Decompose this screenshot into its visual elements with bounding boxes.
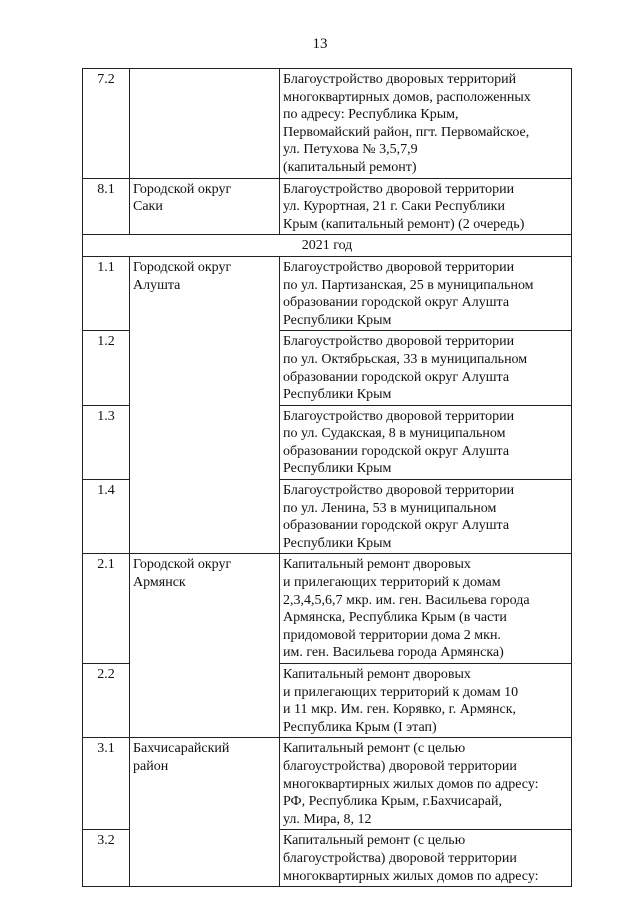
description-line: благоустройства) дворовой территории	[283, 850, 517, 866]
description-line: Капитальный ремонт дворовых	[283, 667, 471, 682]
description-line: по ул. Октябрьская, 33 в муниципальном	[283, 351, 528, 367]
municipality-line: Бахчисарайский	[133, 741, 230, 757]
row-number: 1.1	[83, 256, 130, 330]
description-line: по адресу: Республика Крым,	[283, 107, 459, 123]
description-line: Благоустройство дворовой территории	[283, 408, 515, 424]
description-line: (капитальный ремонт)	[283, 159, 417, 175]
description-line: и 11 мкр. Им. ген. Корявко, г. Армянск,	[283, 702, 517, 718]
year-header-row	[83, 235, 572, 257]
description-line: образовании городской округ Алушта	[283, 518, 510, 534]
description-line: Благоустройство дворовых территорий	[283, 72, 517, 87]
description-cell	[280, 554, 572, 664]
description-line: и прилегающих территорий к домам	[283, 575, 501, 591]
description-line: Благоустройство дворовой территории	[283, 259, 515, 275]
description-line: многоквартирных жилых домов по адресу:	[283, 776, 539, 792]
description-line: Благоустройство дворовой территории	[283, 483, 515, 499]
row-number: 2.1	[83, 554, 130, 664]
row-number: 8.1	[83, 178, 130, 235]
description-line: по ул. Партизанская, 25 в муниципальном	[283, 277, 534, 293]
description-line: Первомайский район, пгт. Первомайское,	[283, 124, 530, 140]
table-row	[83, 554, 572, 664]
description-line: по ул. Судакская, 8 в муниципальном	[283, 426, 506, 442]
row-number: 1.4	[83, 480, 130, 554]
description-line: РФ, Республика Крым, г.Бахчисарай,	[283, 794, 503, 810]
description-cell	[280, 480, 572, 554]
page-number: 13	[312, 36, 328, 52]
table-row	[83, 69, 572, 179]
municipality-line: Саки	[133, 199, 163, 215]
description-line: Благоустройство дворовой территории	[283, 181, 515, 197]
description-line: образовании городской округ Алушта	[283, 369, 510, 385]
description-line: Республики Крым	[283, 387, 392, 403]
municipality-line: Армянск	[133, 575, 186, 591]
description-cell	[280, 178, 572, 235]
description-line: Капитальный ремонт дворовых	[283, 557, 471, 573]
row-number: 3.1	[83, 738, 130, 830]
description-line: Крым (капитальный ремонт) (2 очередь)	[283, 216, 525, 232]
description-cell	[280, 69, 572, 179]
description-line: благоустройства) дворовой территории	[283, 758, 517, 774]
municipality-line: Алушта	[133, 277, 181, 293]
row-number: 1.3	[83, 405, 130, 479]
municipality-line: Городской округ	[133, 557, 232, 573]
projects-table	[82, 68, 572, 887]
municipality-line: Городской округ	[133, 259, 232, 275]
municipality-cell	[130, 554, 280, 738]
row-number: 2.2	[83, 664, 130, 738]
description-line: Республики Крым	[283, 461, 392, 477]
description-cell	[280, 256, 572, 330]
description-line: многоквартирных жилых домов по адресу:	[283, 868, 539, 884]
description-line: ул. Петухова № 3,5,7,9	[283, 142, 418, 158]
row-number: 1.2	[83, 331, 130, 405]
municipality-cell	[130, 738, 280, 887]
description-cell	[280, 830, 572, 887]
row-number: 7.2	[83, 69, 130, 179]
description-line: Благоустройство дворовой территории	[283, 334, 515, 350]
municipality-cell	[130, 256, 280, 554]
description-line: Капитальный ремонт (с целью	[283, 833, 466, 849]
description-line: образовании городской округ Алушта	[283, 443, 510, 459]
municipality-line: район	[133, 758, 169, 774]
description-cell	[280, 331, 572, 405]
description-line: Республика Крым (I этап)	[283, 719, 437, 735]
description-cell	[280, 405, 572, 479]
description-line: Армянска, Республика Крым (в части	[283, 610, 507, 626]
table-row	[83, 256, 572, 330]
description-cell	[280, 664, 572, 738]
description-line: Республики Крым	[283, 535, 392, 551]
description-line: придомовой территории дома 2 мкн.	[283, 627, 501, 643]
description-line: и прилегающих территорий к домам 10	[283, 684, 519, 700]
municipality-cell	[130, 178, 280, 235]
municipality-line: Городской округ	[133, 181, 232, 197]
year-header: 2021 год	[83, 235, 572, 257]
description-line: ул. Курортная, 21 г. Саки Республики	[283, 199, 505, 215]
description-cell	[280, 738, 572, 830]
description-line: образовании городской округ Алушта	[283, 295, 510, 311]
table-row	[83, 178, 572, 235]
row-number: 3.2	[83, 830, 130, 887]
description-line: Капитальный ремонт (с целью	[283, 741, 466, 757]
description-line: 2,3,4,5,6,7 мкр. им. ген. Васильева города	[283, 592, 530, 608]
municipality-cell	[130, 69, 280, 179]
description-line: Республики Крым	[283, 312, 392, 328]
description-line: ул. Мира, 8, 12	[283, 811, 372, 827]
description-line: им. ген. Васильева города Армянска)	[283, 645, 504, 661]
table-row	[83, 738, 572, 830]
description-line: по ул. Ленина, 53 в муниципальном	[283, 500, 497, 516]
description-line: многоквартирных домов, расположенных	[283, 89, 531, 105]
